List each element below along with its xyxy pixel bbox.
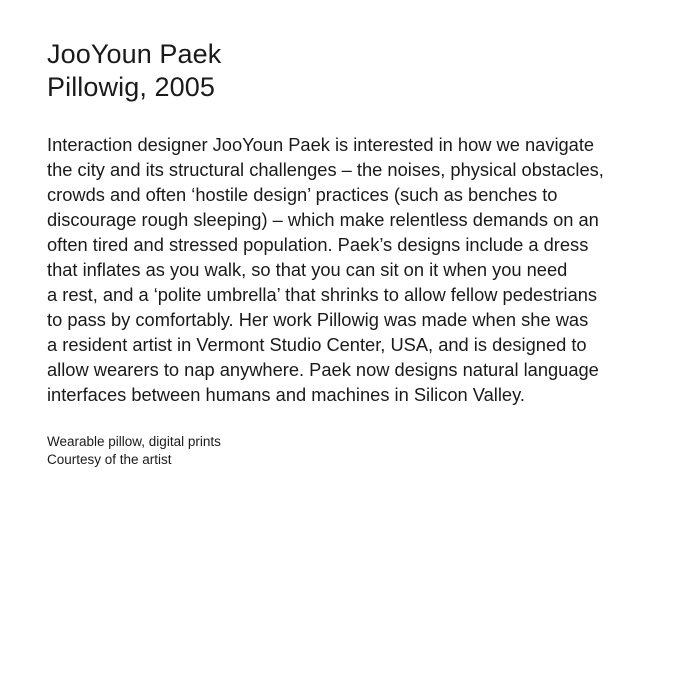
medium-text: Wearable pillow, digital prints — [47, 434, 221, 449]
description-line: to pass by comfortably. Her work Pillowig was made when she was — [47, 309, 589, 330]
description-line: crowds and often ‘hostile design’ practices (such as benches to — [47, 184, 558, 205]
description-line: a rest, and a ‘polite umbrella’ that shrinks to allow fellow pedestrians — [47, 284, 598, 305]
work-title: Pillowig, 2005 — [47, 72, 216, 102]
description-line: that inflates as you walk, so that you can sit on it when you need — [47, 259, 568, 280]
credit-text: Courtesy of the artist — [47, 452, 172, 467]
description-line: interfaces between humans and machines in Silicon Valley. — [47, 384, 525, 405]
label-description — [47, 132, 667, 407]
description-line: allow wearers to nap anywhere. Paek now designs natural language — [47, 359, 599, 380]
label-credits — [47, 433, 660, 469]
artist-name: JooYoun Paek — [47, 39, 222, 69]
description-line: discourage rough sleeping) – which make relentless demands on an — [47, 209, 599, 230]
description-line: the city and its structural challenges – the noises, physical obstacles, — [47, 159, 604, 180]
description-line: often tired and stressed population. Paek’s designs include a dress — [47, 234, 589, 255]
label-heading — [47, 38, 660, 104]
description-line: a resident artist in Vermont Studio Center, USA, and is designed to — [47, 334, 587, 355]
description-line: Interaction designer JooYoun Paek is interested in how we navigate — [47, 134, 595, 155]
